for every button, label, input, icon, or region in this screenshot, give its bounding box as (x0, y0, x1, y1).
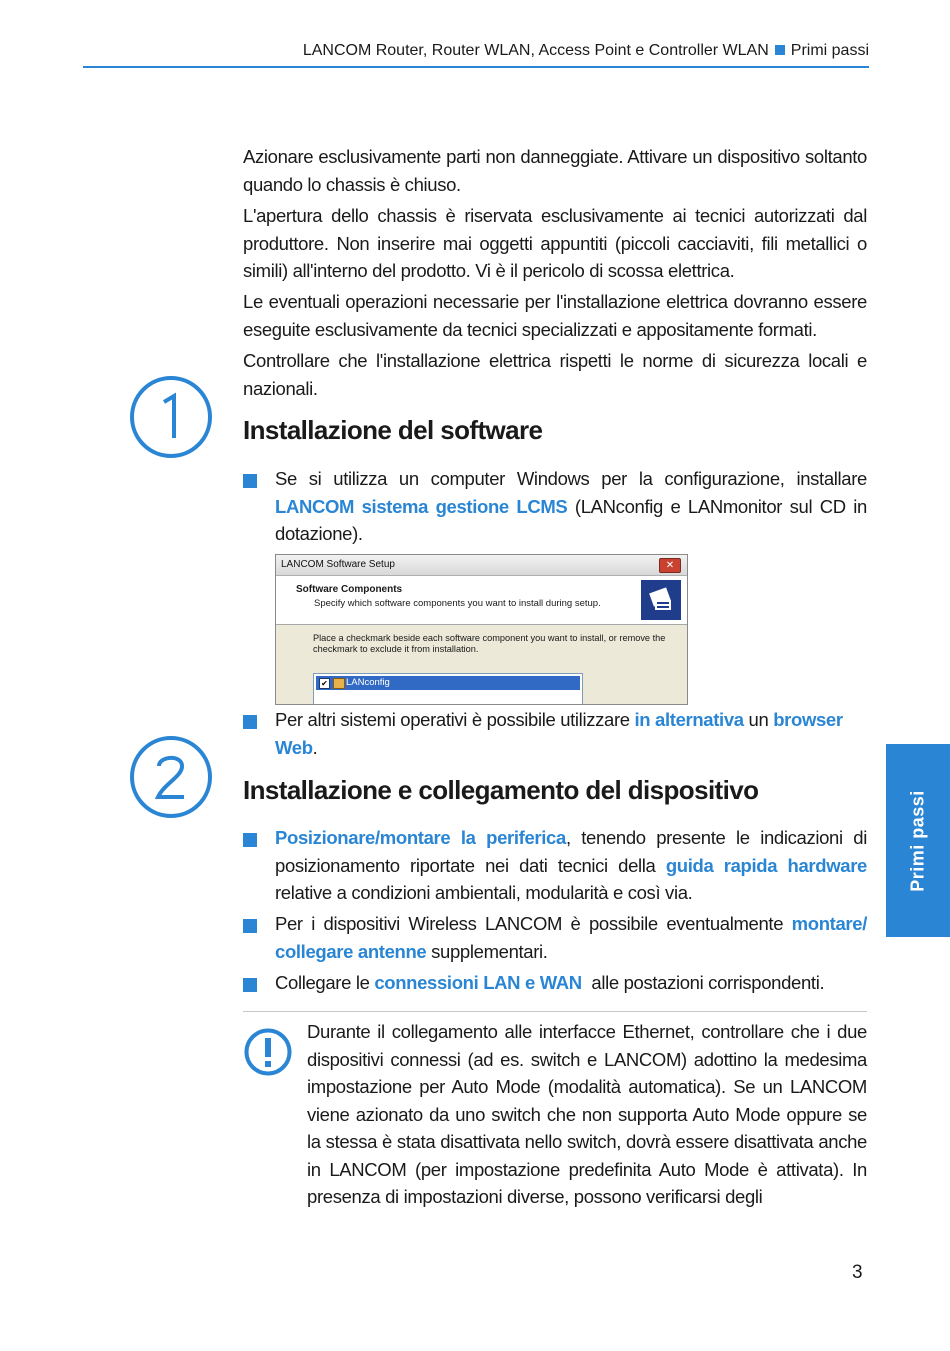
header-section: Primi passi (790, 42, 869, 59)
list-item (316, 676, 580, 690)
bullet-square-icon (243, 978, 257, 992)
link-posizionare[interactable]: Posizionare/montare la periferica (275, 827, 566, 848)
bullet-square-icon (243, 833, 257, 847)
wizard-header (276, 576, 687, 625)
close-icon: ✕ (659, 558, 681, 573)
bullet-text: supplementari. (426, 940, 548, 962)
bullet-text: un (743, 709, 774, 730)
list-item-other-os (243, 706, 867, 761)
side-tab (886, 744, 950, 937)
setup-logo-icon (641, 580, 681, 620)
bullet-text: relative a condizioni ambientali, modularità e così via. (275, 882, 693, 903)
link-lan-wan[interactable]: connessioni LAN e WAN (374, 972, 582, 993)
wizard-instruction: Place a checkmark beside each software component you want to install, or remove the checkmark to exclude it from installation. (313, 633, 666, 654)
page-number: 3 (852, 1262, 863, 1283)
header-square-icon (775, 45, 785, 55)
note-divider (243, 1011, 867, 1012)
window-titlebar (276, 555, 687, 576)
step-1-digit (134, 380, 208, 454)
page-header (83, 40, 869, 68)
list-item-software-windows (243, 465, 867, 548)
side-tab-label: Primi passi (907, 789, 928, 892)
component-label: LANconfig (346, 677, 390, 688)
list-item-lan-wan (243, 969, 867, 997)
header-title: LANCOM Router, Router WLAN, Access Point e Controller WLAN (302, 42, 769, 59)
bullet-text: Per i dispositivi Wireless LANCOM è possibile eventualmente (275, 913, 792, 934)
link-antenne[interactable]: montare/ collegare antenne (275, 913, 867, 962)
folder-icon (333, 678, 345, 689)
setup-screenshot (275, 554, 688, 705)
intro-paragraph-1: Azionare esclusivamente parti non danneggiate. Attivare un dispositivo soltanto quando lo chassis è chiuso. (243, 146, 867, 195)
link-browser-web[interactable]: browser Web (275, 709, 843, 758)
bullet-square-icon (243, 919, 257, 933)
section-heading-device: Installazione e collegamento del dispositivo (243, 775, 759, 805)
wizard-body (276, 625, 687, 705)
intro-paragraph-3: Le eventuali operazioni necessarie per l'installazione elettrica dovranno essere eseguite esclusivamente da tecnici specializzati e appositamente formati. (243, 291, 867, 340)
bullet-square-icon (243, 474, 257, 488)
bullet-square-icon (243, 715, 257, 729)
window-title: LANCOM Software Setup (281, 559, 395, 570)
warning-icon (243, 1027, 293, 1082)
bullet-text: . (312, 736, 318, 758)
bullet-text: alle postazioni corrispondenti. (581, 972, 825, 993)
intro-paragraph-4: Controllare che l'installazione elettrica rispetti le norme di sicurezza locali e nazionali. (243, 350, 867, 399)
list-item-position (243, 824, 867, 907)
step-2-number-icon (130, 736, 212, 818)
bullet-text: (LANconfig e LANmonitor sul CD in dotazione). (275, 495, 867, 544)
wizard-heading: Software Components (296, 584, 403, 595)
note-text: Durante il collegamento alle interfacce Ethernet, controllare che i due dispositivi connessi (ad es. switch e LANCOM) adottino la medesima impostazione per Auto Mode (modalità automatica). Se un LANCOM viene azionato da uno switch che non supporta Auto Mode oppure se la stessa è stata disattivata nello switch, dovrà essere disattivata anche in LANCOM (per impostazione predefinita Auto Mode è attivata). In presenza di impostazioni diverse, possono verificarsi degli (307, 1021, 867, 1207)
link-lcms[interactable]: LANCOM sistema gestione LCMS (275, 495, 568, 517)
component-list (313, 673, 583, 705)
bullet-text: , tenendo presente le indicazioni di posizionamento riportate nei dati tecnici della (275, 827, 867, 876)
link-alternativa[interactable]: in alternativa (634, 709, 744, 730)
section-heading-software: Installazione del software (243, 415, 543, 445)
list-item-antennas (243, 910, 867, 965)
wizard-subheading: Specify which software components you want to install during setup. (314, 598, 601, 609)
bullet-text: Se si utilizza un computer Windows per la configurazione, installare (275, 468, 867, 489)
bullet-text: Per altri sistemi operativi è possibile utilizzare (275, 709, 635, 730)
checkbox-checked-icon: ✔ (319, 678, 330, 689)
intro-paragraph-2: L'apertura dello chassis è riservata esclusivamente ai tecnici autorizzati dal produttore. Non inserire mai oggetti appuntiti (piccoli cacciaviti, fili metallici o simili) all'interno del prodotto. Vi è il pericolo di scossa elettrica. (243, 205, 867, 281)
step-1-number-icon (130, 376, 212, 458)
step-2-digit (134, 740, 208, 814)
link-guida-rapida[interactable]: guida rapida hardware (665, 854, 867, 876)
bullet-text: Collegare le (275, 972, 375, 993)
